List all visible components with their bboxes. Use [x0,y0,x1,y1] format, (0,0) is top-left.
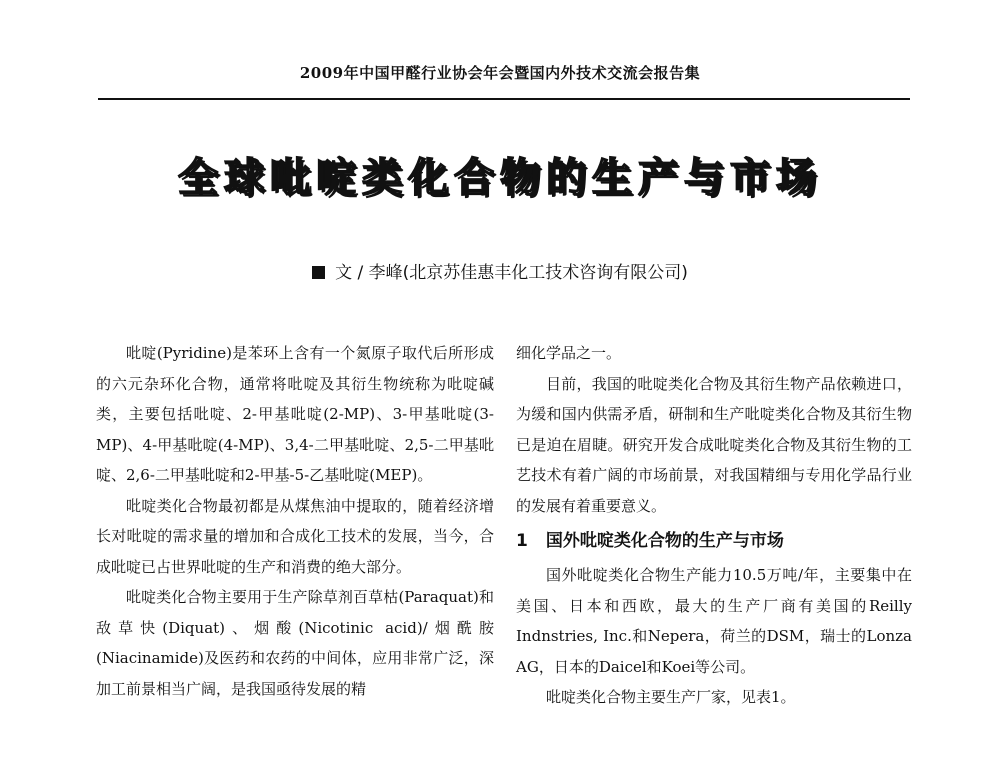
left-column [96,338,494,704]
paragraph-foreign: 国外吡啶类化合物生产能力10.5万吨/年，主要集中在美国、日本和西欧，最大的生产厂商有美国的Reilly Indnstries, Inc.和Nepera，荷兰的DSM，瑞士的Lonza AG，日本的Daicel和Koei等公司。 [516,566,912,676]
section-heading [516,524,912,558]
right-column [516,338,912,713]
paragraph-applications: 吡啶类化合物主要用于生产除草剂百草枯(Paraquat)和敌草快(Diquat)、烟酸(Nicotinic acid)/烟酰胺(Niacinamide)及医药和农药的中间体，应用非常广泛，深加工前景相当广阔，是我国亟待发展的精 [96,588,494,698]
section-title: 国外吡啶类化合物的生产与市场 [545,531,784,551]
paragraph-history: 吡啶类化合物最初都是从煤焦油中提取的，随着经济增长对吡啶的需求量的增加和合成化工技术的发展，当今，合成吡啶已占世界吡啶的生产和消费的绝大部分。 [96,496,494,576]
running-header: 2009年中国甲醛行业协会年会暨国内外技术交流会报告集 [299,64,701,82]
section-number: 1 [516,531,528,551]
paragraph-intro: 吡啶(Pyridine)是苯环上含有一个氮原子取代后所形成的六元杂环化合物，通常将吡啶及其衍生物统称为吡啶碱类，主要包括吡啶、2-甲基吡啶(2-MP)、3-甲基吡啶(3-MP)、4-甲基吡啶(4-MP)、3,4-二甲基吡啶、2,5-二甲基吡啶、2,6-二甲基吡啶和2-甲基-5-乙基吡啶(MEP)。 [96,344,494,484]
article-title: 全球吡啶类化合物的生产与市场 [178,154,822,201]
header-rule [98,98,910,100]
paragraph-continuation: 细化学品之一。 [516,344,622,362]
paragraph-table-ref: 吡啶类化合物主要生产厂家，见表1。 [546,688,796,706]
paragraph-domestic: 目前，我国的吡啶类化合物及其衍生物产品依赖进口，为缓和国内供需矛盾，研制和生产吡啶类化合物及其衍生物已是迫在眉睫。研究开发合成吡啶类化合物及其衍生物的工艺技术有着广阔的市场前景，对我国精细与专用化学品行业的发展有着重要意义。 [516,374,912,515]
square-bullet-icon [312,266,325,279]
byline-text: 文 / 李峰(北京苏佳惠丰化工技术咨询有限公司) [335,263,688,283]
byline [0,258,1000,283]
